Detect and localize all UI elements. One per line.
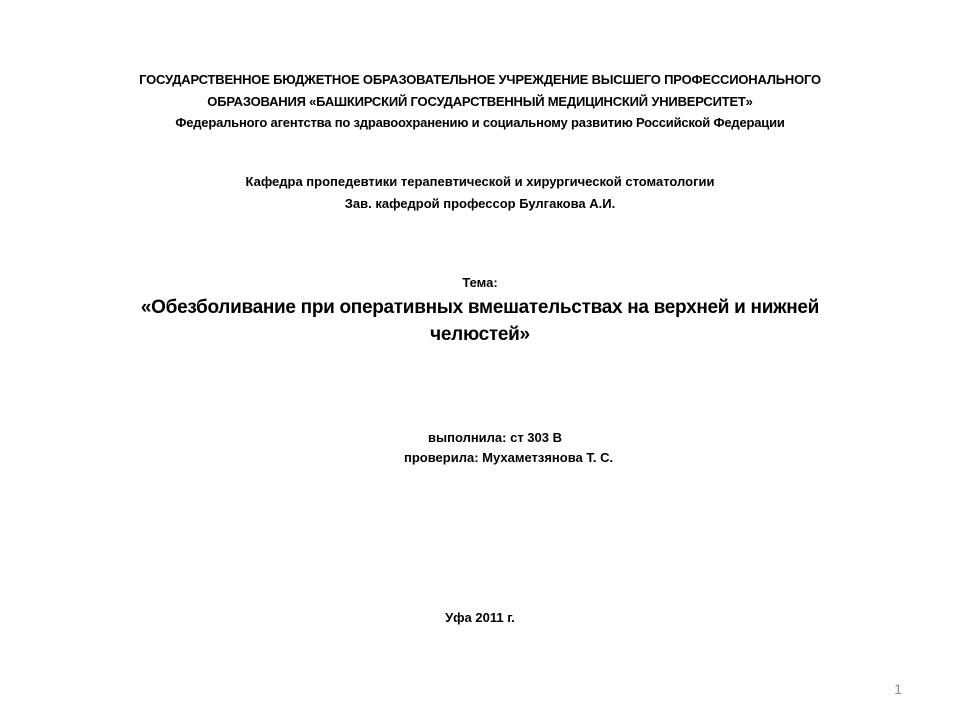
checked-by: проверила: Мухаметзянова Т. С. xyxy=(404,450,614,465)
topic-title-line-2: челюстей» xyxy=(430,324,530,345)
page-number: 1 xyxy=(894,681,902,697)
federal-agency-line: Федерального агентства по здравоохранению и социальному развитию Российской Федерации xyxy=(175,115,785,130)
institution-name-line-2: ОБРАЗОВАНИЯ «БАШКИРСКИЙ ГОСУДАРСТВЕННЫЙ МЕДИЦИНСКИЙ УНИВЕРСИТЕТ» xyxy=(207,94,753,109)
performed-by: выполнила: ст 303 В xyxy=(428,430,562,445)
topic-label: Тема: xyxy=(462,275,498,290)
department-name: Кафедра пропедевтики терапевтической и хирургической стоматологии xyxy=(245,174,715,189)
department-head: Зав. кафедрой профессор Булгакова А.И. xyxy=(344,196,616,211)
topic-title-line-1: «Обезболивание при оперативных вмешательствах на верхней и нижней xyxy=(140,297,820,318)
place-and-year: Уфа 2011 г. xyxy=(445,610,515,625)
institution-name-line-1: ГОСУДАРСТВЕННОЕ БЮДЖЕТНОЕ ОБРАЗОВАТЕЛЬНОЕ УЧРЕЖДЕНИЕ ВЫСШЕГО ПРОФЕССИОНАЛЬНОГО xyxy=(139,72,821,87)
